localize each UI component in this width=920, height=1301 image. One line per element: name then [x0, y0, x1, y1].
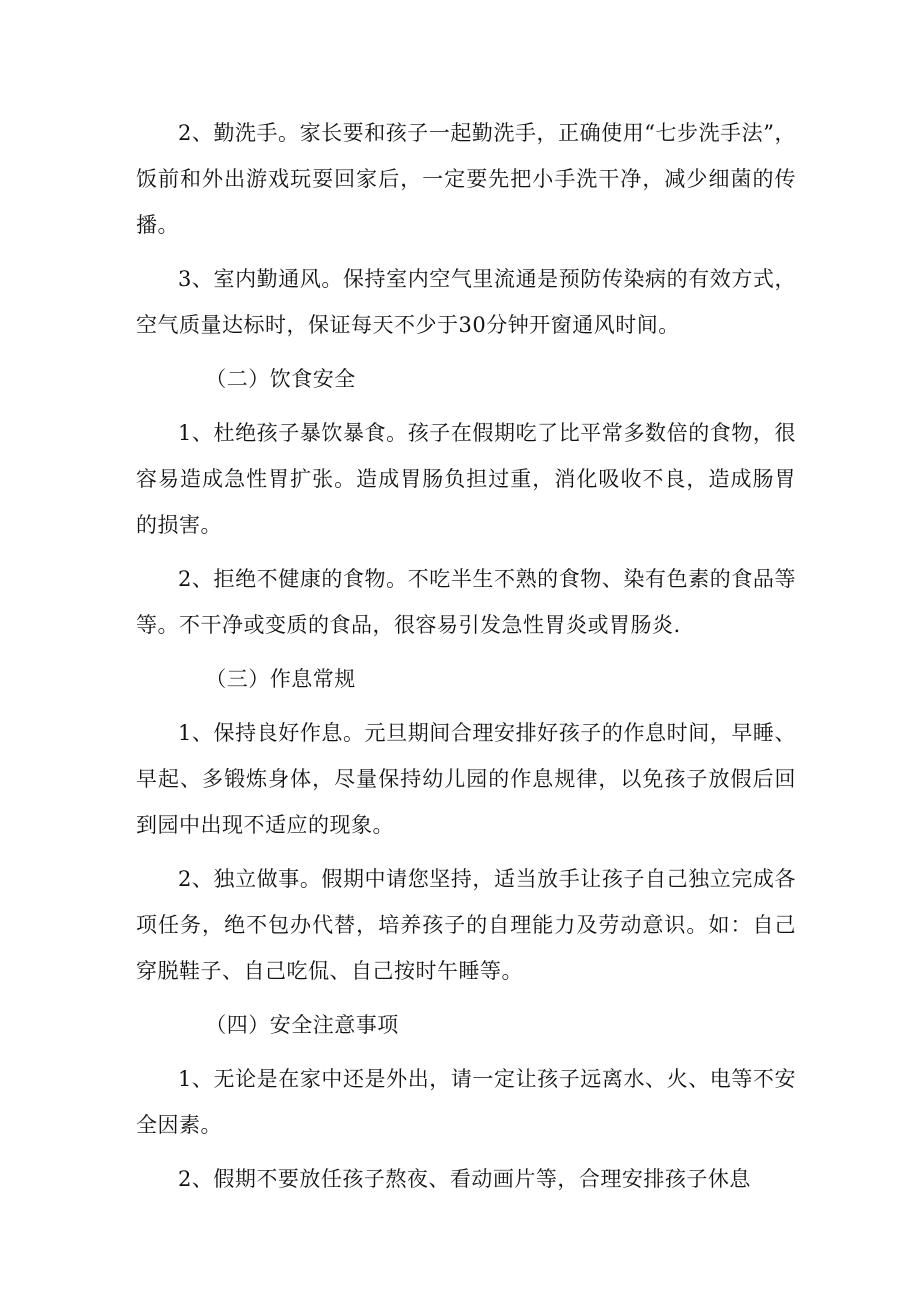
paragraph-unhealthy-food: 2、拒绝不健康的食物。不吃半生不熟的食物、染有色素的食品等等。不干净或变质的食品，很容易引发急性胃炎或胃肠炎. — [136, 567, 796, 637]
paragraph-overeating: 1、杜绝孩子暴饮暴食。孩子在假期吃了比平常多数倍的食物，很容易造成急性胃扩张。造成胃肠负担过重，消化吸收不良，造成肠胃的损害。 — [136, 421, 796, 537]
paragraph-good-routine: 1、保持良好作息。元旦期间合理安排好孩子的作息时间，早睡、早起、多锻炼身体，尽量保持幼儿园的作息规律，以免孩子放假后回到园中出现不适应的现象。 — [136, 721, 796, 837]
section-heading-diet-safety: （二）饮食安全 — [205, 367, 356, 391]
section-heading-routine: （三）作息常规 — [205, 667, 356, 691]
section-heading-safety-notes: （四）安全注意事项 — [205, 1013, 399, 1037]
document-body — [136, 110, 796, 1210]
paragraph-hazards: 1、无论是在家中还是外出，请一定让孩子远离水、火、电等不安全因素。 — [136, 1067, 796, 1137]
paragraph-handwashing: 2、勤洗手。家长要和孩子一起勤洗手，正确使用“七步洗手法”，饭前和外出游戏玩耍回家后，一定要先把小手洗干净，减少细菌的传播。 — [136, 121, 796, 237]
paragraph-ventilation: 3、室内勤通风。保持室内空气里流通是预防传染病的有效方式，空气质量达标时，保证每天不少于30分钟开窗通风时间。 — [136, 267, 796, 337]
paragraph-independence: 2、独立做事。假期中请您坚持，适当放手让孩子自己独立完成各项任务，绝不包办代替，培养孩子的自理能力及劳动意识。如：自己穿脱鞋子、自己吃侃、自己按时午睡等。 — [136, 867, 796, 983]
paragraph-late-nights: 2、假期不要放任孩子熬夜、看动画片等，合理安排孩子休息 — [178, 1167, 751, 1191]
